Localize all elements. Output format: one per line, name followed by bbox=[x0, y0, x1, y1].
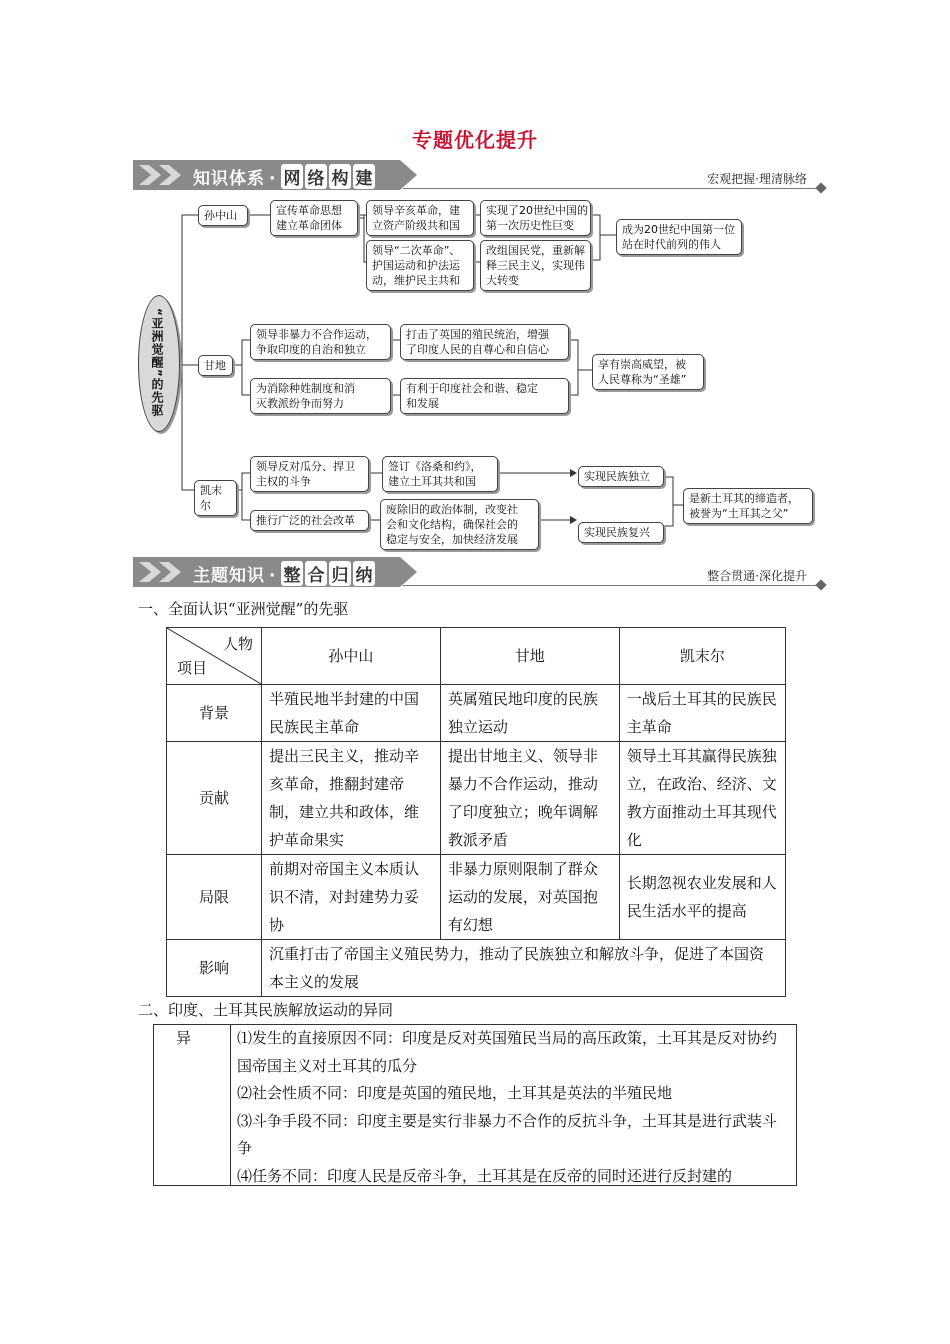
banner-sep: · bbox=[269, 566, 277, 586]
node-kemal-6: 实现民族复兴 bbox=[578, 522, 664, 543]
node-gandhi-4: 有利于印度社会和谐、稳定 和发展 bbox=[400, 378, 569, 414]
node-kemal-5: 废除旧的政治体制，改变社 会和文化结构，确保社会的 稳定与安全，加快经济发展 bbox=[380, 499, 539, 550]
node-gandhi-1: 领导非暴力不合作运动， 争取印度的自治和独立 bbox=[250, 324, 391, 360]
node-kemal-2: 签订《洛桑和约》， 建立土耳其共和国 bbox=[382, 456, 498, 492]
table-cell: 一战后土耳其的民族民主革命 bbox=[619, 685, 785, 742]
table-row bbox=[167, 940, 786, 997]
row-label: 背景 bbox=[167, 685, 262, 742]
table-cell: 领导土耳其赢得民族独立，在政治、经济、文教方面推动土耳其现代化 bbox=[619, 742, 785, 855]
node-kemal-4: 推行广泛的社会改革 bbox=[250, 510, 369, 531]
banner-main: 主题知识 bbox=[193, 566, 265, 586]
diamond-icon bbox=[815, 579, 826, 590]
mindmap bbox=[130, 190, 820, 550]
node-sun-result: 成为20世纪中国第一位 站在时代前列的伟人 bbox=[616, 219, 742, 255]
node-sun-2: 领导辛亥革命，建 立资产阶级共和国 bbox=[366, 200, 474, 236]
node-gandhi-3: 为消除种姓制度和消 灭教派纷争而努力 bbox=[250, 378, 391, 414]
column-header: 凯末尔 bbox=[619, 628, 785, 685]
list-item: ⑴发生的直接原因不同：印度是反对英国殖民当局的高压政策，土耳其是反对协约国帝国主义对土耳其的瓜分 bbox=[237, 1029, 778, 1075]
table-row bbox=[154, 1025, 797, 1186]
banner-main: 知识体系 bbox=[193, 169, 265, 189]
table-corner-header bbox=[167, 628, 262, 685]
section-banner-theme-knowledge bbox=[133, 557, 825, 587]
banner-subtitle: 整合贯通·深化提升 bbox=[707, 569, 807, 583]
table-cell: 英属殖民地印度的民族独立运动 bbox=[440, 685, 619, 742]
node-kemal-result: 是新土耳其的缔造者， 被誉为“土耳其之父” bbox=[683, 488, 813, 524]
difference-list bbox=[237, 1025, 790, 1185]
node-sun-4: 领导“二次革命”、 护国运动和护法运 动，维护民主共和 bbox=[366, 240, 474, 291]
banner-box-char: 网 bbox=[281, 164, 303, 189]
table-row bbox=[167, 855, 786, 940]
row-label: 异 bbox=[154, 1025, 231, 1186]
section1-heading: 一、全面认识“亚洲觉醒”的先驱 bbox=[138, 600, 349, 618]
table-cell: 提出三民主义，推动辛亥革命，推翻封建帝制，建立共和政体，维护革命果实 bbox=[262, 742, 441, 855]
list-item: ⑶斗争手段不同：印度主要是实行非暴力不合作的反抗斗争，土耳其是进行武装斗争 bbox=[237, 1111, 778, 1158]
column-header: 孙中山 bbox=[262, 628, 441, 685]
row-label: 影响 bbox=[167, 940, 262, 997]
node-sun-3: 实现了20世纪中国的 第一次历史性巨变 bbox=[480, 200, 591, 236]
node-kemal: 凯末尔 bbox=[194, 480, 237, 516]
banner-box-char: 合 bbox=[305, 561, 327, 586]
table-cell: 半殖民地半封建的中国民族民主革命 bbox=[262, 685, 441, 742]
table-cell-impact: 沉重打击了帝国主义殖民势力，推动了民族独立和解放斗争，促进了本国资本主义的发展 bbox=[262, 940, 786, 997]
banner-box-char: 构 bbox=[329, 164, 351, 189]
table-cell: 提出甘地主义、领导非暴力不合作运动，推动了印度独立；晚年调解教派矛盾 bbox=[440, 742, 619, 855]
banner-rule bbox=[403, 188, 817, 189]
node-sun-1: 宣传革命思想 建立革命团体 bbox=[270, 200, 358, 236]
table-cell: 长期忽视农业发展和人民生活水平的提高 bbox=[619, 855, 785, 940]
corner-bottom-label: 项目 bbox=[177, 659, 208, 677]
banner-sep: · bbox=[269, 169, 277, 189]
node-kemal-3: 实现民族独立 bbox=[578, 466, 664, 487]
row-label: 局限 bbox=[167, 855, 262, 940]
section-banner-knowledge-system bbox=[133, 160, 825, 190]
page-title: 专题优化提升 bbox=[412, 128, 538, 152]
root-label: “亚洲觉醒”的先驱 bbox=[150, 308, 164, 417]
column-header: 甘地 bbox=[440, 628, 619, 685]
banner-rule bbox=[403, 585, 817, 586]
node-sun-yat-sen: 孙中山 bbox=[198, 205, 248, 226]
list-item: ⑵社会性质不同：印度是英国的殖民地，土耳其是英法的半殖民地 bbox=[237, 1084, 673, 1103]
table-cell bbox=[231, 1025, 797, 1186]
node-gandhi: 甘地 bbox=[198, 355, 233, 376]
node-sun-5: 改组国民党，重新解 释三民主义，实现伟 大转变 bbox=[480, 240, 591, 291]
banner-box-char: 整 bbox=[281, 561, 303, 586]
table-cell: 非暴力原则限制了群众运动的发展，对英国抱有幻想 bbox=[440, 855, 619, 940]
banner-title bbox=[193, 561, 376, 586]
corner-top-label: 人物 bbox=[222, 635, 253, 653]
banner-box-char: 建 bbox=[353, 164, 375, 189]
banner-box-char: 络 bbox=[305, 164, 327, 189]
list-item: ⑷任务不同：印度人民是反帝斗争，土耳其是在反帝的同时还进行反封建的 bbox=[237, 1166, 733, 1185]
pioneers-table bbox=[166, 627, 786, 997]
section2-heading: 二、印度、土耳其民族解放运动的异同 bbox=[138, 1001, 394, 1019]
table-cell: 前期对帝国主义本质认识不清，对封建势力妥协 bbox=[262, 855, 441, 940]
node-gandhi-2: 打击了英国的殖民统治，增强 了印度人民的自尊心和自信心 bbox=[400, 324, 569, 360]
banner-box-char: 归 bbox=[329, 561, 351, 586]
row-label: 贡献 bbox=[167, 742, 262, 855]
banner-box-char: 纳 bbox=[353, 561, 375, 586]
table-row bbox=[167, 685, 786, 742]
node-gandhi-result: 享有崇高威望，被 人民尊称为“圣雄” bbox=[592, 354, 704, 390]
banner-subtitle: 宏观把握·理清脉络 bbox=[707, 172, 807, 186]
banner-title bbox=[193, 164, 376, 189]
comparison-table bbox=[153, 1024, 797, 1186]
table-row bbox=[167, 742, 786, 855]
node-kemal-1: 领导反对瓜分、捍卫 主权的斗争 bbox=[250, 456, 369, 492]
